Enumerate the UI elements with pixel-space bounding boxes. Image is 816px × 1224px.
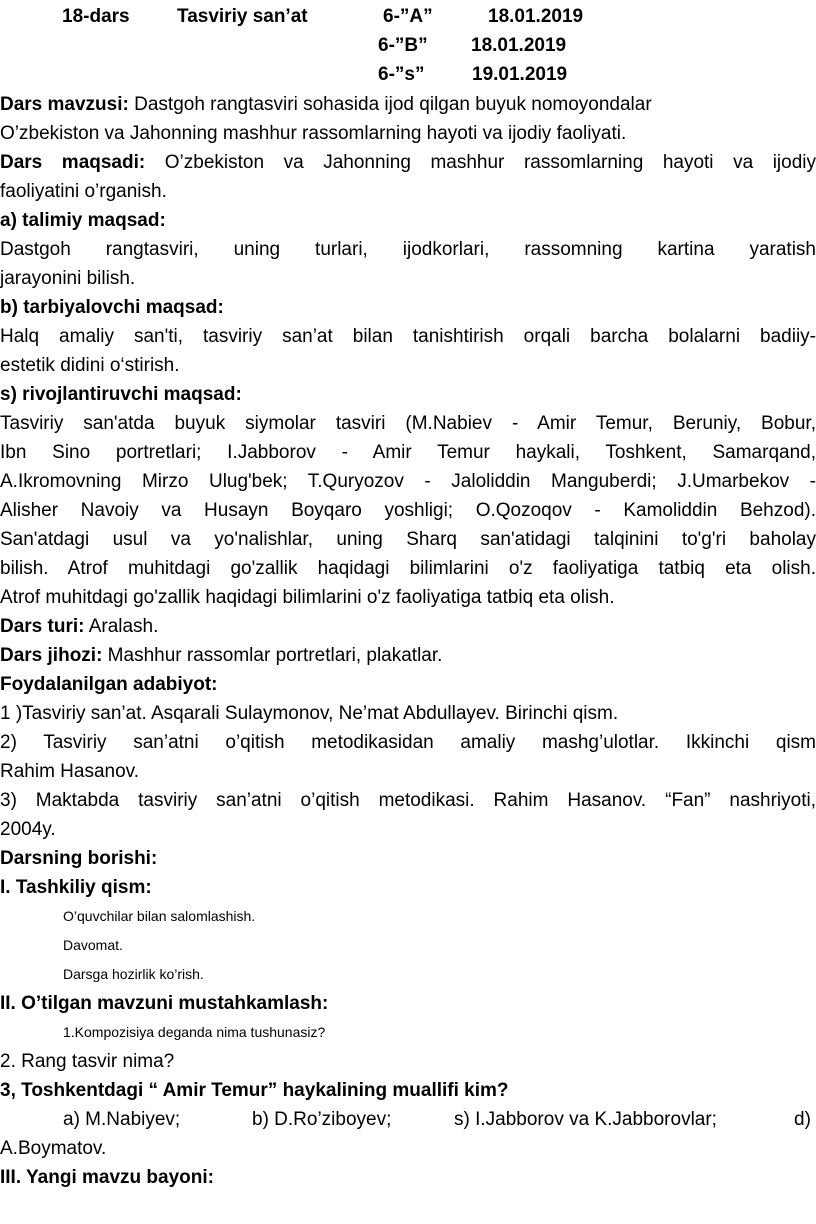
goal-text-2: faoliyatini o’rganish. (0, 181, 167, 202)
org-label: I. Tashkiliy qism: (0, 877, 152, 898)
upbringing-text-2: estetik didini o‘stirish. (0, 355, 180, 376)
class-b: 6-”B” (378, 35, 428, 56)
date-s: 19.01.2019 (472, 64, 568, 85)
class-s: 6-”s” (378, 64, 425, 85)
review-label: II. O’tilgan mavzuni mustahkamlash: (0, 993, 329, 1014)
literature-item: 1 )Tasviriy san’at. Asqarali Sulaymonov, Ne’mat Abdullayev. Birinchi qism. (0, 703, 619, 724)
educational-text-1: Dastgoh rangtasviri, uning turlari, ijodkorlari, rassomning kartina yaratish (0, 239, 816, 260)
org-item: O’quvchilar bilan salomlashish. (63, 908, 256, 924)
literature-item: 2) Tasviriy san’atni o’qitish metodikasidan amaliy mashg’ulotlar. Ikkinchi qism (0, 732, 816, 753)
review-question-2: 2. Rang tasvir nima? (0, 1051, 175, 1072)
option-a: a) M.Nabiyev; (63, 1109, 181, 1130)
educational-label: a) talimiy maqsad: (0, 210, 166, 231)
developing-line: bilish. Atrof muhitdagi go'zallik haqidagi bilimlarini o'z faoliyatiga tatbiq eta olish. (0, 558, 816, 579)
upbringing-text-1: Halq amaliy san'ti, tasviriy san’at bilan tanishtirish orqali barcha bolalarni badiiy- (0, 326, 816, 347)
lesson-type (0, 612, 816, 641)
goal-label: Dars maqsadi: (0, 152, 146, 173)
option-s: s) I.Jabborov va K.Jabborovlar; (454, 1109, 717, 1130)
option-d: d) (794, 1109, 811, 1130)
lesson-equipment-value: Mashhur rassomlar portretlari, plakatlar. (102, 645, 443, 666)
topic-line-1 (0, 90, 816, 119)
class-a: 6-”A” (383, 6, 433, 27)
topic-text-2: O’zbekiston va Jahonning mashhur rassomlarning hayoti va ijodiy faoliyati. (0, 123, 627, 144)
developing-line: A.Ikromovning Mirzo Ulug'bek; T.Quryozov - Jaloliddin Manguberdi; J.Umarbekov - (0, 471, 816, 492)
review-options (0, 1105, 816, 1134)
progress-label: Darsning borishi: (0, 848, 158, 869)
org-item: Darsga hozirlik ko’rish. (63, 966, 204, 982)
header-row-3 (0, 60, 816, 89)
header-row-2 (0, 31, 816, 60)
date-a: 18.01.2019 (488, 6, 584, 27)
option-b: b) D.Ro’ziboyev; (252, 1109, 392, 1130)
new-topic-label: III. Yangi mavzu bayoni: (0, 1167, 214, 1188)
developing-label: s) rivojlantiruvchi maqsad: (0, 384, 242, 405)
developing-line: Ibn Sino portretlari; I.Jabborov - Amir Temur haykali, Toshkent, Samarqand, (0, 442, 816, 463)
developing-line: Atrof muhitdagi go'zallik haqidagi bilimlarini o'z faoliyatiga tatbiq eta olish. (0, 587, 615, 608)
topic-label: Dars mavzusi: (0, 94, 129, 115)
developing-line: Alisher Navoiy va Husayn Boyqaro yoshligi; O.Qozoqov - Kamoliddin Behzod). (0, 500, 816, 521)
educational-text-2: jarayonini bilish. (0, 268, 136, 289)
upbringing-label: b) tarbiyalovchi maqsad: (0, 297, 224, 318)
lesson-number: 18-dars (62, 6, 130, 27)
lesson-type-value: Aralash. (84, 616, 159, 637)
org-item: Davomat. (63, 937, 123, 953)
date-b: 18.01.2019 (471, 35, 567, 56)
goal-text-1: O’zbekiston va Jahonning mashhur rassomlarning hayoti va ijodiy (164, 152, 816, 173)
topic-text-1: Dastgoh rangtasviri sohasida ijod qilgan buyuk nomoyondalar (134, 94, 652, 115)
literature-item: 2004y. (0, 819, 56, 840)
option-d-text: A.Boymatov. (0, 1138, 107, 1159)
header-row-1 (0, 2, 816, 31)
literature-item: Rahim Hasanov. (0, 761, 140, 782)
subject-name: Tasviriy san’at (177, 6, 308, 27)
goal-line-1 (0, 148, 816, 177)
lesson-equipment-label: Dars jihozi: (0, 645, 103, 666)
lesson-equipment (0, 641, 816, 670)
lesson-type-label: Dars turi: (0, 616, 85, 637)
review-question-1: 1.Kompozisiya deganda nima tushunasiz? (63, 1024, 326, 1040)
review-question-3: 3, Toshkentdagi “ Amir Temur” haykalining muallifi kim? (0, 1080, 509, 1101)
developing-line: San'atdagi usul va yo'nalishlar, uning Sharq san'atidagi talqinini to'g'ri baholay (0, 529, 816, 550)
literature-label: Foydalanilgan adabiyot: (0, 674, 218, 695)
literature-item: 3) Maktabda tasviriy san’atni o’qitish metodikasi. Rahim Hasanov. “Fan” nashriyoti, (0, 790, 816, 811)
developing-line: Tasviriy san'atda buyuk siymolar tasviri (M.Nabiev - Amir Temur, Beruniy, Bobur, (0, 413, 816, 434)
